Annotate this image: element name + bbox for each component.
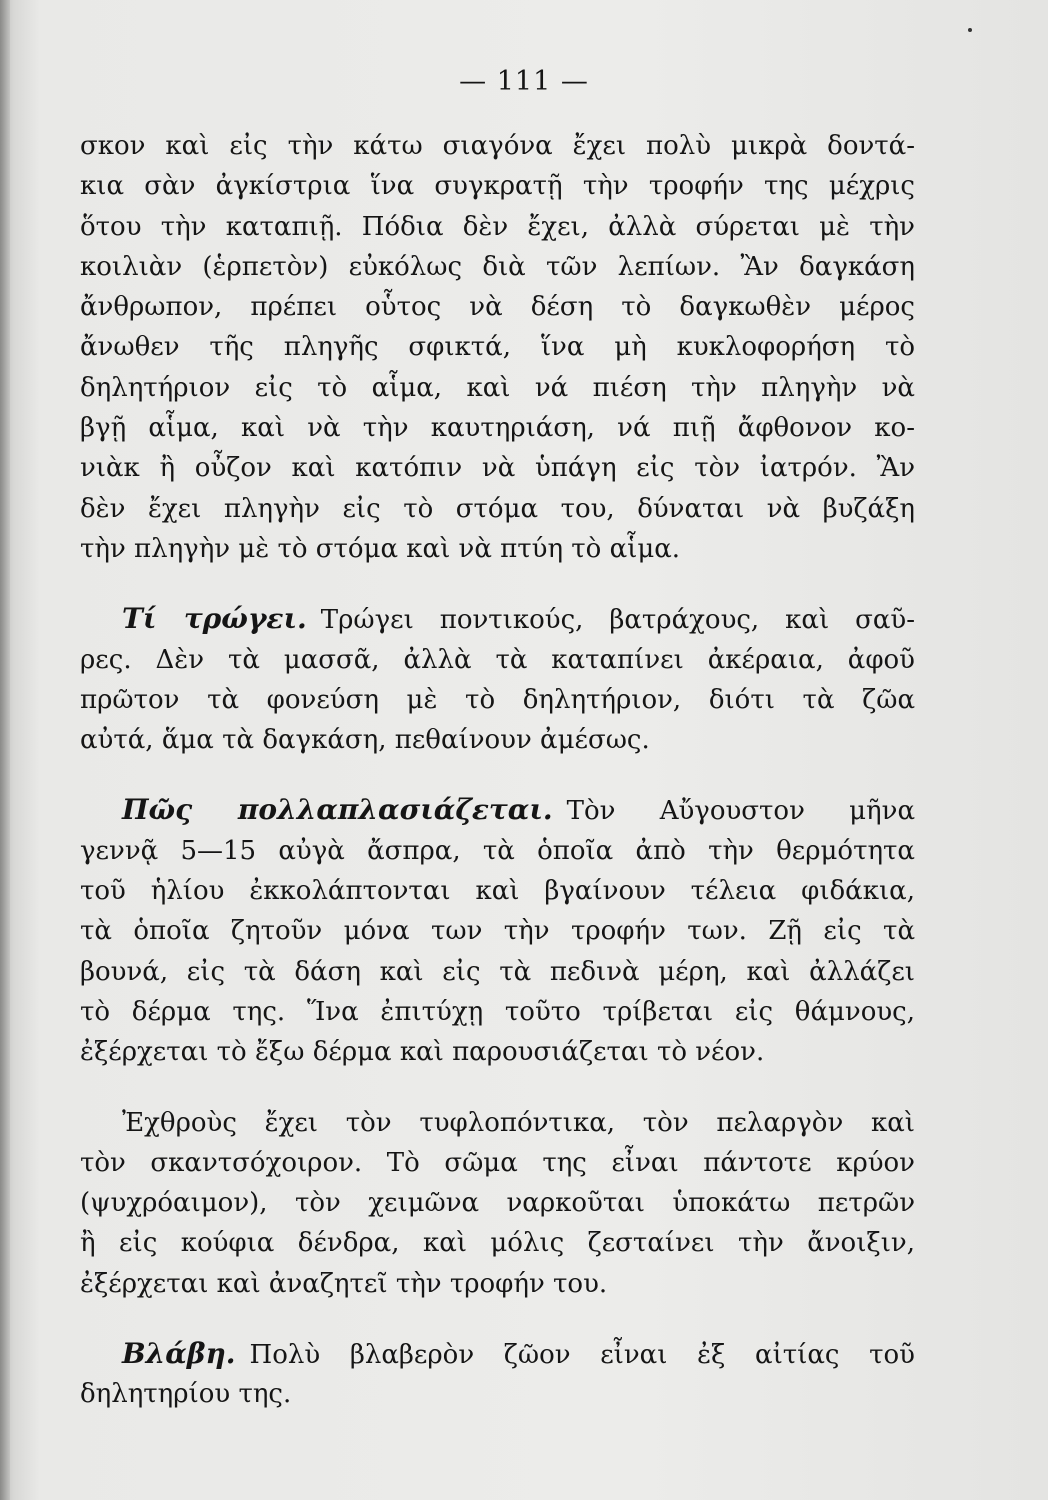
text-line: βγῇ αἷμα, καὶ νὰ τὴν καυτηριάση, νά πιῇ ἄφθονον κο- — [80, 413, 915, 444]
text-line: ἐξέρχεται τὸ ἔξω δέρμα καὶ παρουσιάζεται τὸ νέον. — [80, 1037, 765, 1068]
text-line: ἄνωθεν τῆς πληγῆς σφικτά, ἵνα μὴ κυκλοφορήση τὸ — [80, 332, 915, 363]
text-line: νιὰκ ἢ οὖζον καὶ κατόπιν νὰ ὑπάγη εἰς τὸν ἰατρόν. Ἂν — [80, 453, 915, 484]
ink-speck — [968, 28, 972, 32]
page-number: — 111 — — [459, 66, 589, 97]
text-line: ὅτου τὴν καταπιῇ. Πόδια δὲν ἔχει, ἀλλὰ σύρεται μὲ τὴν — [80, 211, 915, 242]
text-line — [80, 790, 915, 830]
binding-shadow — [0, 0, 10, 1500]
paragraph-1 — [80, 126, 915, 569]
paragraph-heading: Τί τρώγει. — [122, 602, 307, 636]
paragraph-2 — [80, 599, 915, 760]
text-line: (ψυχρόαιμον), τὸν χειμῶνα ναρκοῦται ὑποκάτω πετρῶν — [80, 1188, 915, 1219]
text-line: ἄνθρωπον, πρέπει οὗτος νὰ δέση τὸ δαγκωθὲν μέρος — [80, 292, 915, 323]
paragraph-3 — [80, 790, 915, 1072]
text-line: δὲν ἔχει πληγὴν εἰς τὸ στόμα του, δύναται νὰ βυζάξη — [80, 493, 915, 524]
text-line: τὰ ὁποῖα ζητοῦν μόνα των τὴν τροφήν των. Ζῇ εἰς τὰ — [80, 916, 915, 947]
paragraph-5 — [80, 1334, 915, 1415]
text-line: ἐξέρχεται καὶ ἀναζητεῖ τὴν τροφήν του. — [80, 1268, 608, 1299]
text-line: ρες. Δὲν τὰ μασσᾶ, ἀλλὰ τὰ καταπίνει ἀκέραια, ἀφοῦ — [80, 644, 915, 675]
text-line: κοιλιὰν (ἑρπετὸν) εὐκόλως διὰ τῶν λεπίων. Ἂν δαγκάση — [80, 251, 915, 282]
text-line: δηλητηρίου της. — [80, 1379, 292, 1410]
text-line — [80, 1334, 915, 1374]
text-line: πρῶτον τὰ φονεύση μὲ τὸ δηλητήριον, διότι τὰ ζῶα — [80, 684, 915, 715]
text-line: σκον καὶ εἰς τὴν κάτω σιαγόνα ἔχει πολὺ μικρὰ δοντά- — [80, 131, 915, 161]
text-line: τὸ δέρμα της. Ἵνα ἐπιτύχῃ τοῦτο τρίβεται εἰς θάμνους, — [80, 996, 915, 1027]
paragraph-4 — [80, 1103, 915, 1304]
text-line: ἢ εἰς κούφια δένδρα, καὶ μόλις ζεσταίνει τὴν ἄνοιξιν, — [80, 1228, 915, 1259]
text-line: τὴν πληγὴν μὲ τὸ στόμα καὶ νὰ πτύη τὸ αἷμα. — [80, 533, 681, 564]
text-line: βουνά, εἰς τὰ δάση καὶ εἰς τὰ πεδινὰ μέρη, καὶ ἀλλάζει — [80, 956, 915, 987]
text-line: δηλητήριον εἰς τὸ αἷμα, καὶ νά πιέση τὴν πληγὴν νὰ — [80, 372, 915, 403]
text-run: Τρώγει ποντικούς, βατράχους, καὶ σαῦ- — [320, 605, 915, 636]
text-run: Τὸν Αὔγουστον μῆνα — [566, 796, 915, 827]
text-line — [80, 599, 915, 639]
text-line: τὸν σκαντσόχοιρον. Τὸ σῶμα της εἶναι πάντοτε κρύον — [80, 1147, 915, 1178]
text-run: Ἐχθροὺς ἔχει τὸν τυφλοπόντικα, τὸν πελαργὸν καὶ — [122, 1107, 915, 1138]
text-line: αὐτά, ἅμα τὰ δαγκάση, πεθαίνουν ἀμέσως. — [80, 725, 650, 756]
text-line: γεννᾷ 5—15 αὐγὰ ἄσπρα, τὰ ὁποῖα ἀπὸ τὴν θερμότητα — [80, 835, 915, 866]
text-run: Πολὺ βλαβερὸν ζῶον εἶναι ἐξ αἰτίας τοῦ — [249, 1340, 915, 1371]
paragraph-heading: Βλάβη. — [122, 1337, 236, 1371]
text-line — [80, 1103, 915, 1143]
text-line: τοῦ ἡλίου ἐκκολάπτονται καὶ βγαίνουν τέλεια φιδάκια, — [80, 876, 915, 907]
paragraph-heading: Πῶς πολλαπλασιάζεται. — [122, 793, 553, 827]
text-line: κια σὰν ἀγκίστρια ἵνα συγκρατῇ τὴν τροφήν της μέχρις — [80, 171, 915, 202]
text-block — [80, 126, 915, 1415]
